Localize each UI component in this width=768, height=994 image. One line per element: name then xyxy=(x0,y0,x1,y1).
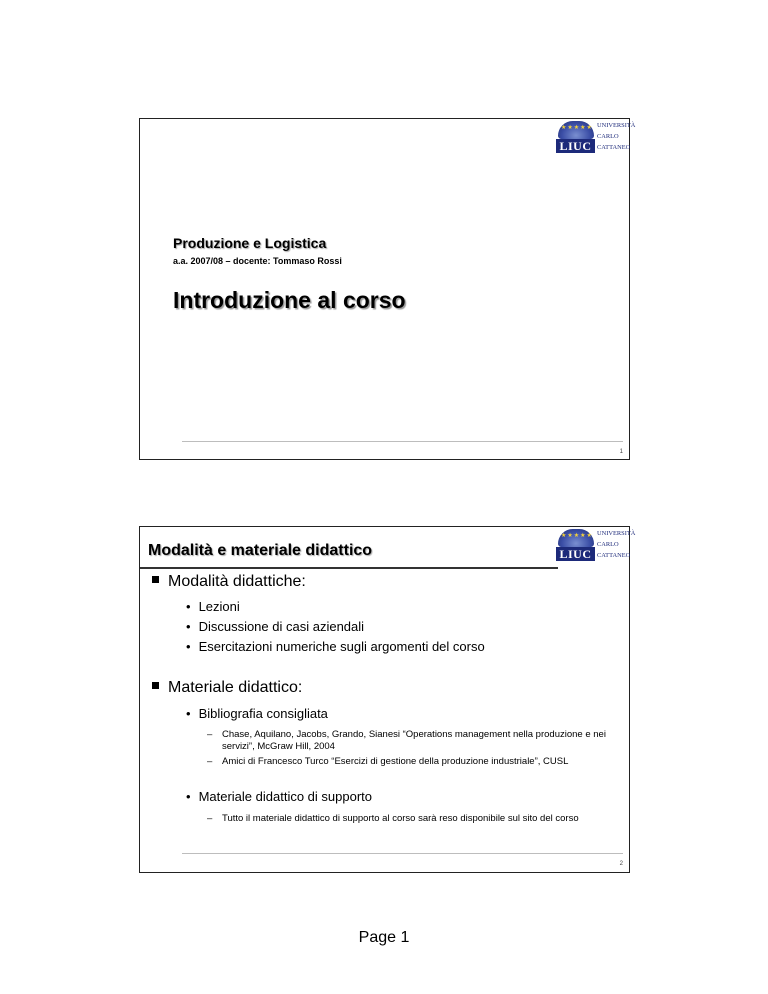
slide-page-number: 1 xyxy=(619,449,623,455)
bullet-level3: – Amici di Francesco Turco “Esercizi di gestione della produzione industriale”, CUSL xyxy=(207,756,569,767)
square-bullet-icon xyxy=(152,576,159,583)
logo-initials: LIUC xyxy=(556,547,595,561)
bullet-level2: • Materiale didattico di supporto xyxy=(186,789,372,804)
slide-page-number: 2 xyxy=(619,861,623,867)
footer-divider xyxy=(182,441,623,442)
liuc-logo xyxy=(556,528,636,562)
slide-2 xyxy=(139,526,636,873)
globe-emblem-icon: ★★★★★ xyxy=(558,529,594,547)
bullet-level3: – Chase, Aquilano, Jacobs, Grando, Sianesi “Operations management nella produzione e nei servizi”, McGraw Hill, 2004 xyxy=(207,729,606,752)
slide-title: Modalità e materiale didattico xyxy=(148,542,373,559)
bullet-level2: • Esercitazioni numeriche sugli argomenti del corso xyxy=(186,639,485,654)
logo-initials: LIUC xyxy=(556,139,595,153)
bullet-level3: – Tutto il materiale didattico di supporto al corso sarà reso disponibile sul sito del corso xyxy=(207,813,579,824)
course-subtitle: a.a. 2007/08 – docente: Tommaso Rossi xyxy=(173,256,342,266)
logo-university-name: UNIVERSITÀ CARLO CATTANEO xyxy=(597,122,636,151)
slide-main-title: Introduzione al corso xyxy=(173,287,406,313)
bullet-level2: • Discussione di casi aziendali xyxy=(186,619,365,634)
bullet-level2: • Bibliografia consigliata xyxy=(186,706,328,721)
globe-emblem-icon: ★★★★★ xyxy=(558,121,594,139)
square-bullet-icon xyxy=(152,682,159,689)
bullet-level1: Modalità didattiche: xyxy=(152,573,306,591)
slide-1 xyxy=(139,118,636,460)
page-label: Page 1 xyxy=(358,929,410,946)
course-title: Produzione e Logistica xyxy=(173,235,327,251)
liuc-logo xyxy=(556,120,636,154)
title-underline xyxy=(140,567,558,569)
footer-divider xyxy=(182,853,623,854)
bullet-level2: • Lezioni xyxy=(186,599,240,614)
logo-university-name: UNIVERSITÀ CARLO CATTANEO xyxy=(597,530,636,559)
bullet-level1: Materiale didattico: xyxy=(152,679,302,697)
